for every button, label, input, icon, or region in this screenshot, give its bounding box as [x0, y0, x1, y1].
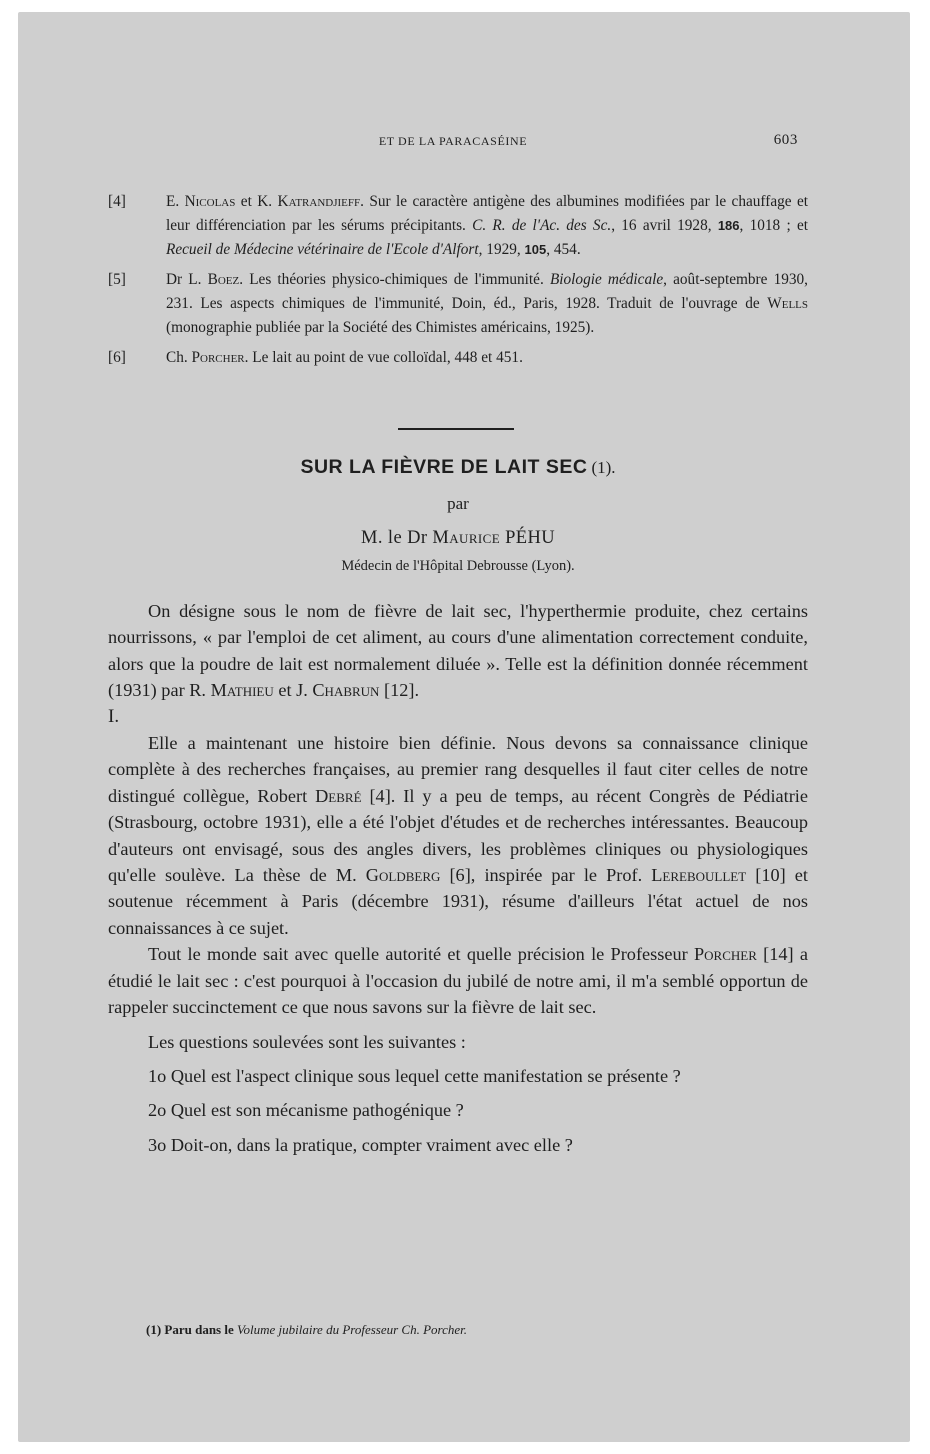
text-run: [12].: [379, 680, 420, 701]
author-last-name: PÉHU: [500, 528, 555, 548]
text-run: , 16 avril 1928,: [611, 217, 718, 234]
text-run: Ch.: [166, 349, 192, 366]
text-run: , 1929,: [478, 241, 525, 258]
author-first-name: Maurice: [432, 528, 501, 548]
text-run: et K.: [235, 193, 278, 210]
reference-number: [6]: [108, 349, 126, 366]
running-head: ET DE LA PARACASÉINE: [378, 134, 528, 148]
byline-par: par: [447, 494, 469, 513]
section-divider: [398, 428, 514, 430]
small-caps-name: Goldberg: [365, 865, 441, 886]
body-paragraph: [108, 598, 808, 704]
small-caps-name: Katrandjieff: [277, 193, 361, 210]
text-run: [4]. Il y a peu de temps, au récent Congrès de Pédiatrie (Strasbourg, octobre 1931), elle a été l'objet d'études et de recherches intéressantes. Beaucoup d'auteurs ont envisagé, sous des angles divers, les problèmes cliniques ou physiologiques qu'elle soulève. La thèse de M.: [108, 785, 808, 886]
questions-intro: Les questions soulevées sont les suivantes :: [148, 1031, 466, 1052]
text-run: , août-septembre 1930, 231. Les aspects chimiques de l'immunité, Doin, éd., Paris, 1928. Traduit de l'ouvrage de: [166, 271, 808, 312]
text-run: Tout le monde sait avec quelle autorité et quelle précision le Professeur: [148, 944, 694, 965]
bold-number: 186: [717, 218, 740, 233]
question-item: 1o Quel est l'aspect clinique sous lequel cette manifestation se présente ?: [148, 1065, 681, 1086]
small-caps-name: Debré: [315, 785, 362, 806]
section-number: I.: [108, 705, 120, 727]
text-run: [10] et soutenue récemment à Paris (décembre 1931), résume d'ailleurs l'état actuel de nos connaissances à ce sujet.: [108, 865, 808, 938]
small-caps-name: Porcher: [191, 349, 245, 366]
small-caps-name: Nicolas: [184, 193, 236, 210]
reference-5: [108, 268, 808, 340]
body-paragraph: [108, 941, 808, 1020]
author-prefix: M. le Dr: [361, 528, 433, 548]
small-caps-name: Mathieu: [210, 680, 274, 701]
body-paragraph: [108, 730, 808, 941]
question-item: 3o Doit-on, dans la pratique, compter vraiment avec elle ?: [148, 1134, 573, 1155]
reference-list: [108, 190, 808, 376]
reference-number: [5]: [108, 271, 126, 288]
text-run: Dr L.: [166, 271, 208, 288]
italic-text: C. R. de l'Ac. des Sc.: [472, 217, 612, 234]
footnote: [146, 1322, 806, 1338]
reference-6: [108, 346, 808, 370]
small-caps-name: Chabrun: [312, 680, 380, 701]
text-run: Elle a maintenant une histoire bien définie. Nous devons sa connaissance clinique complète à des recherches françaises, au premier rang desquelles il faut citer celles de notre distingué collègue, Robert: [108, 733, 808, 806]
footnote-italic: Volume jubilaire du Professeur Ch. Porcher.: [237, 1322, 468, 1337]
text-run: , 454.: [546, 241, 581, 258]
footnote-lead: (1) Paru dans le: [146, 1322, 237, 1337]
reference-4: [108, 190, 808, 262]
page-number: 603: [773, 132, 798, 148]
reference-text: [166, 349, 523, 366]
text-run: . Le lait au point de vue colloïdal, 448 et 451.: [244, 349, 523, 366]
article-title: [108, 456, 808, 479]
text-run: (monographie publiée par la Société des Chimistes américains, 1925).: [166, 319, 595, 336]
reference-text: [166, 193, 808, 258]
text-run: . Les théories physico-chimiques de l'immunité.: [239, 271, 550, 288]
italic-text: Recueil de Médecine vétérinaire de l'Ecole d'Alfort: [166, 241, 479, 258]
italic-text: Biologie médicale: [549, 271, 664, 288]
small-caps-name: Porcher: [693, 944, 757, 965]
title-footnote-mark: (1).: [591, 458, 616, 477]
author-affiliation: Médecin de l'Hôpital Debrousse (Lyon).: [341, 558, 575, 574]
article-title-text: SUR LA FIÈVRE DE LAIT SEC: [300, 456, 588, 478]
text-run: E.: [166, 193, 185, 210]
text-run: . Sur le caractère antigène des albumines modifiées par le chauffage et leur différenciation par les sérums précipitants.: [166, 193, 808, 234]
question-item: 2o Quel est son mécanisme pathogénique ?: [148, 1100, 464, 1121]
author-line: [108, 528, 808, 549]
text-run: [6], inspirée par le Prof.: [440, 865, 652, 886]
text-run: et J.: [273, 680, 313, 701]
reference-number: [4]: [108, 193, 126, 210]
bold-number: 105: [524, 242, 547, 257]
text-run: [14] a étudié le lait sec : c'est pourquoi à l'occasion du jubilé de notre ami, il m'a semblé opportun de rappeler succinctement ce que nous savons sur la fièvre de lait sec.: [108, 944, 808, 1018]
text-run: , 1018 ; et: [739, 217, 808, 234]
text-run: On désigne sous le nom de fièvre de lait sec, l'hyperthermie produite, chez certains nourrissons, « par l'emploi de cet aliment, au cours d'une alimentation correctement conduite, alors que la poudre de lait est normalement diluée ». Telle est la définition donnée récemment (1931) par R.: [108, 601, 808, 701]
small-caps-name: Boez: [207, 271, 240, 288]
reference-text: [166, 271, 808, 336]
article-body: [108, 598, 808, 1158]
small-caps-name: Wells: [767, 295, 808, 312]
small-caps-name: Lereboullet: [651, 865, 747, 886]
